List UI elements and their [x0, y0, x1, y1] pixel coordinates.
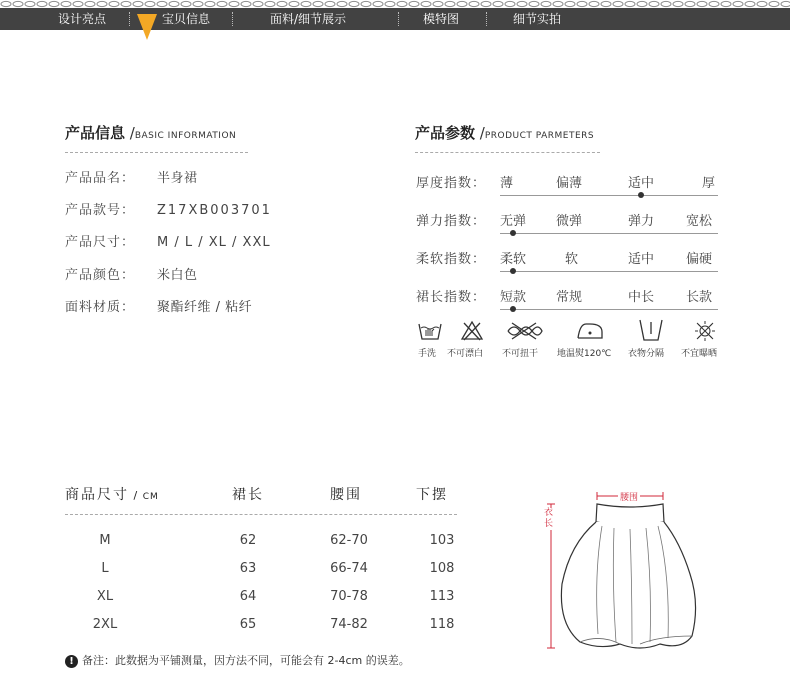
nav-item-product-info[interactable]: 宝贝信息	[162, 12, 211, 26]
size-cell: 118	[429, 617, 455, 632]
care-label: 不可扭干	[502, 349, 539, 359]
param-selected-dot	[510, 230, 516, 236]
waist-label: 腰围	[618, 490, 640, 503]
param-selected-dot	[510, 306, 516, 312]
no-wring-icon	[504, 320, 544, 342]
size-col-header: 裙长	[232, 487, 264, 503]
param-option: 常规	[556, 290, 583, 305]
param-option: 薄	[500, 176, 514, 191]
param-option: 无弹	[500, 214, 527, 229]
low-iron-icon	[576, 320, 604, 342]
nav-item-fabric-details[interactable]: 面料/细节展示	[270, 12, 347, 26]
decorative-chain-pattern	[0, 0, 790, 8]
size-cell: 103	[429, 533, 455, 548]
length-label: 衣长	[544, 508, 554, 529]
param-option: 长款	[686, 290, 713, 305]
section-nav-bar	[0, 8, 790, 30]
param-scale-line	[500, 233, 718, 234]
skirt-measurement-diagram	[540, 484, 710, 654]
info-row-style-number: 产品款号： Z17XB003701	[65, 203, 272, 218]
param-scale-line	[500, 195, 718, 196]
size-cell: 63	[239, 561, 257, 576]
param-label-skirt-length: 裙长指数：	[416, 290, 487, 305]
no-bleach-icon	[460, 320, 484, 342]
param-option: 宽松	[686, 214, 713, 229]
param-option: 软	[565, 252, 579, 267]
nav-item-model-photos[interactable]: 模特图	[423, 12, 460, 26]
size-col-header: 腰围	[330, 487, 362, 503]
size-cell: XL	[96, 589, 114, 604]
param-label-thickness: 厚度指数：	[416, 176, 487, 191]
care-label: 不宜曝晒	[681, 349, 718, 359]
nav-item-design-highlights[interactable]: 设计亮点	[58, 12, 107, 26]
care-label: 不可漂白	[447, 349, 484, 359]
size-cell: 2XL	[92, 617, 118, 632]
info-row-color: 产品颜色： 米白色	[65, 268, 198, 283]
param-scale-line	[500, 309, 718, 310]
param-option: 微弹	[556, 214, 583, 229]
size-cell: 74-82	[330, 617, 368, 632]
nav-separator	[232, 12, 233, 26]
param-option: 短款	[500, 290, 527, 305]
param-option: 偏薄	[556, 176, 583, 191]
param-option: 适中	[628, 252, 655, 267]
param-selected-dot	[510, 268, 516, 274]
care-label: 手洗	[418, 349, 437, 359]
product-info-heading: 产品信息 /BASIC INFORMATION	[65, 124, 237, 142]
param-scale-line	[500, 271, 718, 272]
divider	[65, 152, 248, 153]
param-option: 中长	[628, 290, 655, 305]
hang-dry-icon	[638, 318, 664, 342]
param-label-elasticity: 弹力指数：	[416, 214, 487, 229]
size-cell: M	[99, 533, 111, 548]
no-sun-icon	[694, 320, 716, 342]
size-cell: 66-74	[330, 561, 368, 576]
divider	[65, 514, 457, 515]
size-cell: 62-70	[330, 533, 368, 548]
size-cell: L	[101, 561, 109, 576]
param-option: 偏硬	[686, 252, 713, 267]
care-label: 衣物分隔	[628, 349, 665, 359]
param-option: 柔软	[500, 252, 527, 267]
param-selected-dot	[638, 192, 644, 198]
care-label: 地温熨120℃	[557, 349, 612, 359]
size-cell: 113	[429, 589, 455, 604]
product-params-heading: 产品参数 /PRODUCT PARMETERS	[415, 124, 595, 142]
nav-separator	[486, 12, 487, 26]
size-cell: 70-78	[330, 589, 368, 604]
param-option: 弹力	[628, 214, 655, 229]
nav-separator	[398, 12, 399, 26]
active-nav-marker	[137, 14, 157, 40]
size-cell: 65	[239, 617, 257, 632]
size-cell: 62	[239, 533, 257, 548]
measurement-note: ! 备注：此数据为平铺测量，因方法不同，可能会有 2-4cm 的误差。	[65, 652, 410, 668]
info-row-material: 面料材质： 聚酯纤维 / 粘纤	[65, 300, 253, 315]
divider	[415, 152, 600, 153]
param-label-softness: 柔软指数：	[416, 252, 487, 267]
info-row-sizes: 产品尺寸： M / L / XL / XXL	[65, 235, 271, 250]
size-cell: 108	[429, 561, 455, 576]
param-option: 厚	[702, 176, 716, 191]
hand-wash-icon	[418, 320, 442, 342]
nav-item-detail-shots[interactable]: 细节实拍	[513, 12, 562, 26]
nav-separator	[129, 12, 130, 26]
size-col-header: 下摆	[416, 487, 448, 503]
size-cell: 64	[239, 589, 257, 604]
param-option: 适中	[628, 176, 655, 191]
info-row-name: 产品品名： 半身裙	[65, 171, 198, 186]
size-table-title: 商品尺寸 / CM	[65, 487, 159, 503]
warning-icon: !	[65, 655, 78, 668]
